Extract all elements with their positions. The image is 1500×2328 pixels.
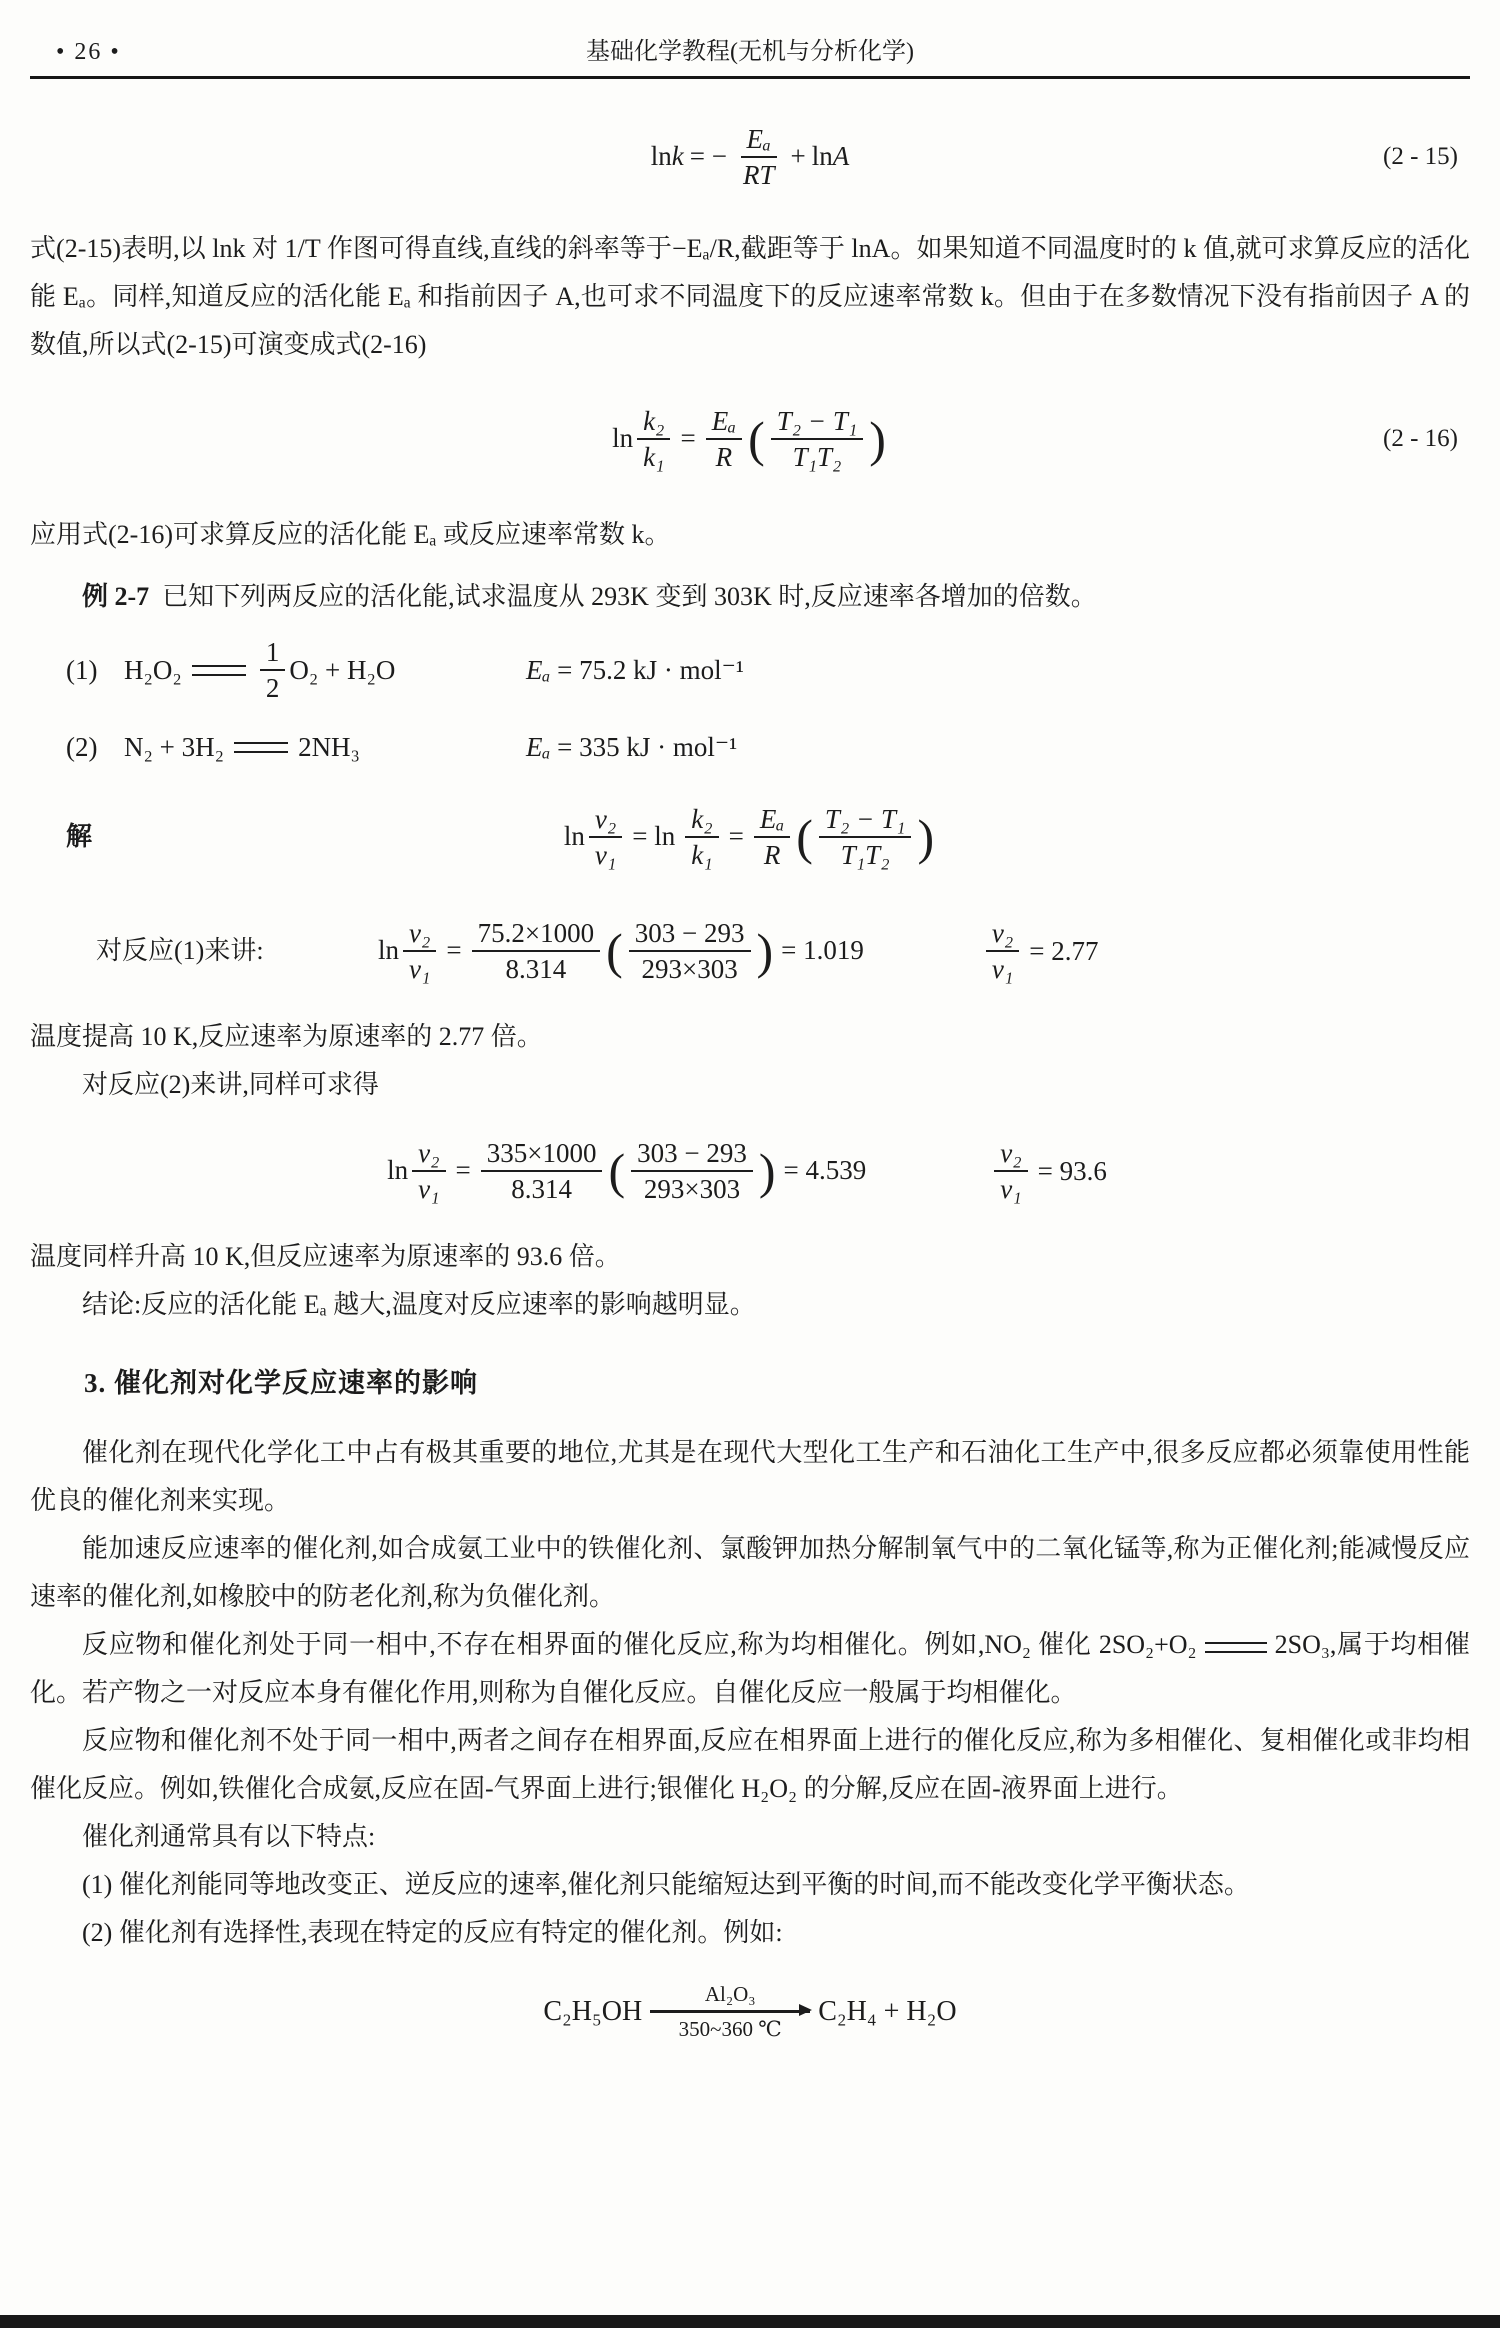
fraction-Ea-R — [706, 404, 742, 474]
equation-2-16 — [30, 381, 1470, 497]
solution-equation: ln $\frac{\text{v₂}}{\text{v₁}}$ = ln $\frac{\text{k₂}}{\text{k₁}}$ = $\frac{\text{Eₐ}}{R}$ ( $\frac{\text{T₂ − T₁}}{\text{T₁T₂}}$ ) — [563, 804, 935, 870]
Ea-value: = 335 kJ · mol⁻¹ — [550, 732, 738, 762]
example-2-7-intro — [30, 573, 1470, 621]
Ea-value: = 75.2 kJ · mol⁻¹ — [550, 655, 744, 685]
calculation-1-row — [30, 899, 1470, 1003]
reaction-1-formula — [124, 635, 526, 705]
fraction-numerator: v₂ — [412, 1136, 445, 1172]
fraction-v2-v1 — [986, 916, 1019, 986]
fraction-numerator: Eₐ — [706, 404, 742, 440]
solve-label: 解 — [66, 822, 93, 851]
reaction-2-activation-energy — [526, 723, 737, 771]
Ea-symbol: Eₐ — [526, 655, 551, 685]
fraction-numerator: 303 − 293 — [631, 1136, 753, 1172]
equation-2-16-content: ln $\frac{\text{k₂}}{\text{k₁}}$ = $\frac{\text{Eₐ}}{R}$ ( $\frac{\text{T₂ − T₁}}{\text{T₁T₂}}$ ) — [612, 406, 886, 472]
fraction-denominator: k₁ — [643, 442, 665, 472]
variable-k: k — [671, 141, 684, 172]
fraction-one-half — [260, 635, 286, 705]
reaction-2-formula — [124, 723, 526, 771]
paragraph-3-post: 2SO₃,属于均相催化。若产物之一对反应本身有催化作用,则称为自催化反应。自催化反应一般属于均相催化。 — [30, 1630, 1470, 1707]
fraction-numerator: 75.2×1000 — [472, 916, 600, 952]
double-equals — [192, 665, 246, 676]
products: O₂ + H₂O — [289, 655, 396, 685]
note-after-calc2: 温度同样升高 10 K,但反应速率为原速率的 93.6 倍。 — [30, 1242, 621, 1271]
equation-number: (2 - 16) — [1383, 425, 1458, 452]
calculation-2-ratio — [990, 1136, 1113, 1206]
condition-label: 350~360 ℃ — [678, 2017, 782, 2041]
paragraph-after-eq216: 应用式(2-16)可求算反应的活化能 Eₐ 或反应速率常数 k。 — [30, 520, 671, 549]
variable-A: A — [832, 141, 850, 172]
example-intro-text: 已知下列两反应的活化能,试求温度从 293K 变到 303K 时,反应速率各增加的倍数。 — [162, 582, 1097, 611]
section3-paragraph-3 — [30, 1621, 1470, 1717]
calculation-1-equation: ln $\frac{\text{v₂}}{\text{v₁}}$ = $\frac{75.2\times 1000}{8.314}$ ( $\frac{303 - 293}{293\times 303}$ ) = 1.019 — [378, 916, 870, 986]
ratio-value: = 2.77 — [1029, 936, 1099, 966]
fraction-v2-v1 — [994, 1136, 1027, 1206]
fraction-temps — [629, 916, 751, 986]
fraction-k2-k1 — [685, 802, 718, 872]
result-value: = 4.539 — [783, 1155, 867, 1186]
reaction-2-number: (2) — [66, 732, 98, 762]
double-equals — [234, 742, 288, 753]
fraction-temps — [631, 1136, 753, 1206]
Ea-symbol: Eₐ — [526, 732, 551, 762]
equation-2-15-content — [651, 122, 849, 192]
ln-operator: ln — [811, 141, 833, 172]
fraction-v2-v1 — [589, 802, 622, 872]
result-value: = 1.019 — [781, 935, 864, 966]
fraction-numerator: 1 — [260, 635, 286, 671]
fraction-numerator: v₂ — [994, 1136, 1027, 1172]
fraction-numerator: v₂ — [986, 916, 1019, 952]
catalyst-label: Al₂O₃ — [704, 1982, 756, 2006]
fraction-Ea-R — [754, 802, 790, 872]
equation-number: (2 - 15) — [1383, 143, 1458, 170]
ln-operator: ln — [378, 935, 400, 966]
note-after-calc1: 温度提高 10 K,反应速率为原速率的 2.77 倍。 — [30, 1022, 543, 1051]
arrow-line — [650, 2010, 810, 2013]
fraction-numerator: Eₐ — [754, 802, 790, 838]
fraction-temperature — [771, 404, 864, 474]
equals-sign: = — [455, 1155, 471, 1186]
ln-operator: ln — [387, 1155, 409, 1186]
fraction-numerator: 303 − 293 — [629, 916, 751, 952]
equals-sign: = — [446, 935, 462, 966]
fraction-denominator: T₁T₂ — [792, 442, 842, 472]
paragraph-3-pre: 反应物和催化剂处于同一相中,不存在相界面的催化反应,称为均相催化。例如,NO₂ 催化 2SO₂+O₂ — [82, 1630, 1197, 1659]
fraction-numerator: k₂ — [637, 404, 670, 440]
calculation-2-equation: ln $\frac{\text{v₂}}{\text{v₁}}$ = $\frac{335\times 1000}{8.314}$ ( $\frac{303 - 293}{293\times 303}$ ) = 4.539 — [387, 1136, 872, 1206]
fraction-numerator: T₂ − T₁ — [771, 404, 864, 440]
section3-paragraph-1: 催化剂在现代化学化工中占有极其重要的地位,尤其是在现代大型化工生产和石油化工生产中,很多反应都必须靠使用性能优良的催化剂来实现。 — [30, 1438, 1470, 1515]
section3-paragraph-4: 反应物和催化剂不处于同一相中,两者之间存在相界面,反应在相界面上进行的催化反应,称为多相催化、复相催化或非均相催化反应。例如,铁催化合成氨,反应在固-气界面上进行;银催化 H₂O₂ 的分解,反应在固-液界面上进行。 — [30, 1726, 1470, 1803]
equals-ln: = ln — [632, 821, 676, 852]
fraction-denominator: v₁ — [418, 1174, 440, 1204]
section-3-heading: 3. 催化剂对化学反应速率的影响 — [84, 1368, 478, 1398]
reaction-2-row — [30, 719, 1470, 775]
fraction-v2-v1 — [403, 916, 436, 986]
fraction-denominator: 2 — [265, 673, 280, 703]
fraction-numerator: 335×1000 — [481, 1136, 603, 1172]
calc2-intro: 对反应(2)来讲,同样可求得 — [82, 1070, 379, 1099]
section3-paragraph-5: 催化剂通常具有以下特点: — [82, 1822, 376, 1851]
fraction-numeric — [472, 916, 600, 986]
fraction-numerator: T₂ − T₁ — [819, 802, 912, 838]
fraction-denominator: RT — [742, 160, 775, 190]
products: 2NH₃ — [298, 732, 360, 762]
section3-paragraph-6: (1) 催化剂能同等地改变正、逆反应的速率,催化剂只能缩短达到平衡的时间,而不能改变化学平衡状态。 — [82, 1870, 1250, 1899]
example-label: 例 2-7 — [82, 582, 150, 611]
fraction-v2-v1 — [412, 1136, 445, 1206]
reaction-arrow — [650, 1981, 810, 2042]
calculation-1-label: 对反应(1)来讲: — [96, 936, 264, 965]
page-bottom-scan-edge — [0, 2315, 1500, 2328]
fraction-temperature — [819, 802, 912, 872]
fraction — [737, 122, 781, 192]
fraction-denominator: 8.314 — [505, 954, 567, 984]
reaction-1-row — [30, 629, 1470, 711]
page-header — [30, 28, 1470, 72]
ln-operator: ln — [612, 423, 634, 454]
running-head-title: 基础化学教程(无机与分析化学) — [586, 39, 914, 65]
fraction-k2-k1 — [637, 404, 670, 474]
conclusion-paragraph: 结论:反应的活化能 Eₐ 越大,温度对反应速率的影响越明显。 — [82, 1290, 756, 1319]
ln-operator: ln — [650, 141, 672, 172]
fraction-denominator: 8.314 — [511, 1174, 572, 1204]
paragraph-after-eq215: 式(2-15)表明,以 lnk 对 1/T 作图可得直线,直线的斜率等于−Eₐ/R,截距等于 lnA。如果知道不同温度时的 k 值,就可求算反应的活化能 Eₐ。同样,知道反应的活化能 Eₐ 和指前因子 A,也可求不同温度下的反应速率常数 k。但由于在多数情况下没有指前因子 A 的数值,所以式(2-15)可演变成式(2-16) — [30, 234, 1470, 359]
fraction-denominator: R — [715, 442, 733, 472]
equation-2-15 — [30, 107, 1470, 207]
catalysed-reaction-equation — [30, 1981, 1470, 2042]
fraction-numerator: v₂ — [403, 916, 436, 952]
header-rule — [30, 76, 1470, 79]
fraction-numerator: Eₐ — [741, 122, 777, 158]
fraction-numerator: v₂ — [589, 802, 622, 838]
equals-sign: = — [680, 423, 696, 454]
equals-sign: = — [728, 821, 744, 852]
fraction-denominator: 293×303 — [643, 1174, 741, 1204]
fraction-denominator: v₁ — [409, 954, 431, 984]
double-equals — [1205, 1642, 1267, 1653]
equals-minus: = − — [689, 141, 727, 172]
plus-operator: + — [790, 141, 806, 172]
calculation-1-ratio — [982, 916, 1105, 986]
products: C₂H₄ + H₂O — [818, 1995, 957, 2027]
reactant: C₂H₅OH — [543, 1995, 643, 2027]
solution-row — [30, 787, 1470, 887]
fraction-denominator: v₁ — [1000, 1174, 1022, 1204]
calculation-2-row — [30, 1119, 1470, 1223]
reaction-1-number: (1) — [66, 655, 98, 685]
section3-paragraph-7: (2) 催化剂有选择性,表现在特定的反应有特定的催化剂。例如: — [82, 1918, 783, 1947]
section3-paragraph-2: 能加速反应速率的催化剂,如合成氨工业中的铁催化剂、氯酸钾加热分解制氧气中的二氧化锰等,称为正催化剂;能减慢反应速率的催化剂,如橡胶中的防老化剂,称为负催化剂。 — [30, 1534, 1470, 1611]
fraction-denominator: k₁ — [691, 840, 713, 870]
reactants: N₂ + 3H₂ — [124, 732, 225, 762]
ratio-value: = 93.6 — [1037, 1156, 1107, 1186]
fraction-denominator: 293×303 — [641, 954, 738, 984]
fraction-numeric — [481, 1136, 603, 1206]
fraction-denominator: v₁ — [991, 954, 1014, 984]
fraction-numerator: k₂ — [685, 802, 718, 838]
fraction-denominator: T₁T₂ — [840, 840, 890, 870]
page-number: • 26 • — [56, 39, 121, 65]
fraction-denominator: R — [763, 840, 781, 870]
reactant: H₂O₂ — [124, 655, 182, 685]
reaction-1-activation-energy — [526, 646, 744, 694]
fraction-denominator: v₁ — [594, 840, 617, 870]
ln-operator: ln — [563, 821, 585, 852]
